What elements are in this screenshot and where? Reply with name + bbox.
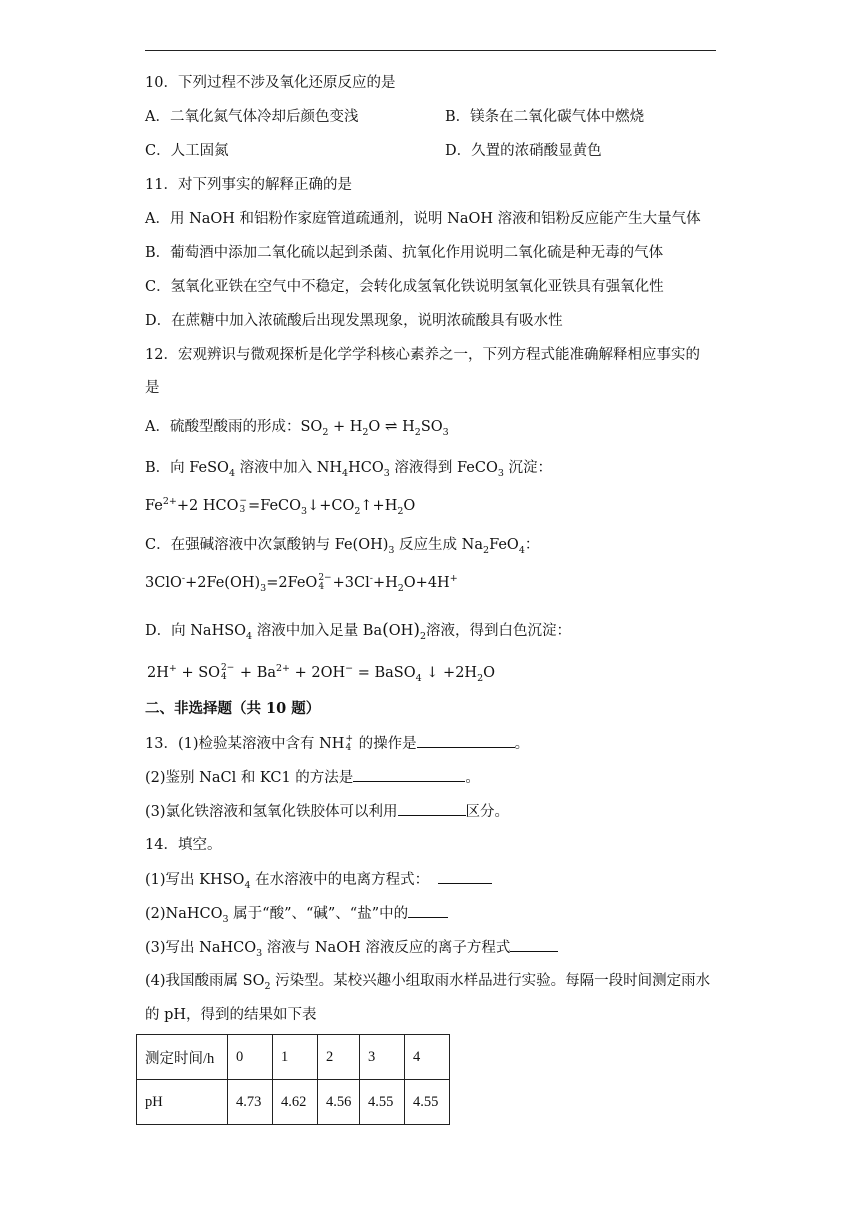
q14-part2: (2)NaHCO$_3$ 属于“酸”、“碱”、“盐”中的 xyxy=(145,903,448,924)
q11-stem: 11．对下列事实的解释正确的是 xyxy=(145,177,352,193)
q10-option-c: C．人工固氮 xyxy=(145,143,229,159)
q12-a-label: A．硫酸型酸雨的形成： xyxy=(145,419,301,435)
time-cell: 1 xyxy=(273,1035,318,1080)
table-row xyxy=(137,1080,450,1125)
q12-option-c: C．在强碱溶液中次氯酸钠与 $Fe(OH)_3$ 反应生成 $Na_2FeO_4$： xyxy=(145,537,540,556)
time-cell: 3 xyxy=(360,1035,405,1080)
q12-stem-line1: 12．宏观辨识与微观探析是化学学科核心素养之一，下列方程式能准确解释相应事实的 xyxy=(145,347,700,363)
q14-part4-line2: 的 pH，得到的结果如下表 xyxy=(145,1007,317,1023)
q13-answer-blank-1[interactable] xyxy=(417,733,515,748)
q11-option-d: D．在蔗糖中加入浓硫酸后出现发黑现象，说明浓硫酸具有吸水性 xyxy=(145,313,563,329)
ph-value-cell: 4.55 xyxy=(405,1080,450,1125)
q12-b-equation: $Fe^{2+}+2$ HCO − 3 $=FeCO_3↓+CO_2↑+H_2O$ xyxy=(145,496,416,517)
q14-part1: (1)写出 $KHSO_4$ 在水溶液中的电离方程式： xyxy=(145,869,492,890)
q12-stem-line2: 是 xyxy=(145,380,160,396)
time-cell: 0 xyxy=(228,1035,273,1080)
q12-option-b: B．向 FeSO$_4$ 溶液中加入 $NH_4HCO_3$ 溶液得到 FeCO$_3$ 沉淀： xyxy=(145,460,552,479)
section2-title: 二、非选择题（共 10 题） xyxy=(145,700,321,717)
q12-c-equation: $3ClO^-+2Fe(OH)_3=2FeO$ 2− 4 $+3Cl^-+H_2O+4H^+$ xyxy=(145,573,458,594)
q14-answer-blank-3[interactable] xyxy=(510,937,558,952)
q13-part1: 13．(1)检验某溶液中含有 NH + 4 的操作是 。 xyxy=(145,734,530,753)
equilibrium-arrows-icon: ⇌ xyxy=(384,417,398,435)
q10-option-b: B．镁条在二氧化碳气体中燃烧 xyxy=(445,109,645,125)
table-row xyxy=(137,1035,450,1080)
time-header-cell: 测定时间/h xyxy=(137,1035,228,1080)
q11-option-b: B．葡萄酒中添加二氧化硫以起到杀菌、抗氧化作用说明二氧化硫是种无毒的气体 xyxy=(145,245,664,261)
q11-option-a: A．用 NaOH 和铝粉作家庭管道疏通剂，说明 NaOH 溶液和铝粉反应能产生大量气体 xyxy=(145,211,701,227)
time-cell: 2 xyxy=(318,1035,360,1080)
q13-part2: (2)鉴别 NaCl 和 KC1 的方法是 。 xyxy=(145,767,480,788)
ph-header-cell: pH xyxy=(137,1080,228,1125)
ph-table xyxy=(136,1034,450,1125)
q14-part4-line1: (4)我国酸雨属 $SO_2$ 污染型。某校兴趣小组取雨水样品进行实验。每隔一段时间测定雨水 xyxy=(145,973,711,992)
time-cell: 4 xyxy=(405,1035,450,1080)
q12-a-equation: $SO_2 + H_2O$ ⇌ $H_2SO_3$ xyxy=(300,417,449,438)
q10-stem: 10．下列过程不涉及氧化还原反应的是 xyxy=(145,75,396,91)
q12-option-a xyxy=(145,416,449,437)
ph-value-cell: 4.62 xyxy=(273,1080,318,1125)
ph-value-cell: 4.56 xyxy=(318,1080,360,1125)
q12-option-d: D．向 NaHSO$_4$ 溶液中加入足量 $Ba(OH)_2$溶液，得到白色沉淀： xyxy=(145,620,571,642)
ph-value-cell: 4.55 xyxy=(360,1080,405,1125)
q11-option-c: C．氢氧化亚铁在空气中不稳定，会转化成氢氧化铁说明氢氧化亚铁具有强氧化性 xyxy=(145,279,664,295)
q12-d-equation: 2H+ + SO 2− 4 + $Ba^{2+} + 2OH^-$ = BaSO$_4$ ↓ $+2H_2O$ xyxy=(147,663,495,684)
q14-part3: (3)写出 NaHCO$_3$ 溶液与 NaOH 溶液反应的离子方程式 xyxy=(145,937,558,958)
q13-answer-blank-3[interactable] xyxy=(398,801,466,816)
q14-answer-blank-2[interactable] xyxy=(408,903,448,918)
q10-option-d: D．久置的浓硝酸显黄色 xyxy=(445,143,602,159)
header-rule xyxy=(145,50,716,51)
q13-part3: (3)氯化铁溶液和氢氧化铁胶体可以利用 区分。 xyxy=(145,801,509,822)
q14-answer-blank-1[interactable] xyxy=(438,869,492,884)
ph-value-cell: 4.73 xyxy=(228,1080,273,1125)
q13-answer-blank-2[interactable] xyxy=(353,767,465,782)
q14-stem: 14．填空。 xyxy=(145,837,222,853)
q10-option-a: A．二氧化氮气体冷却后颜色变浅 xyxy=(145,109,359,125)
